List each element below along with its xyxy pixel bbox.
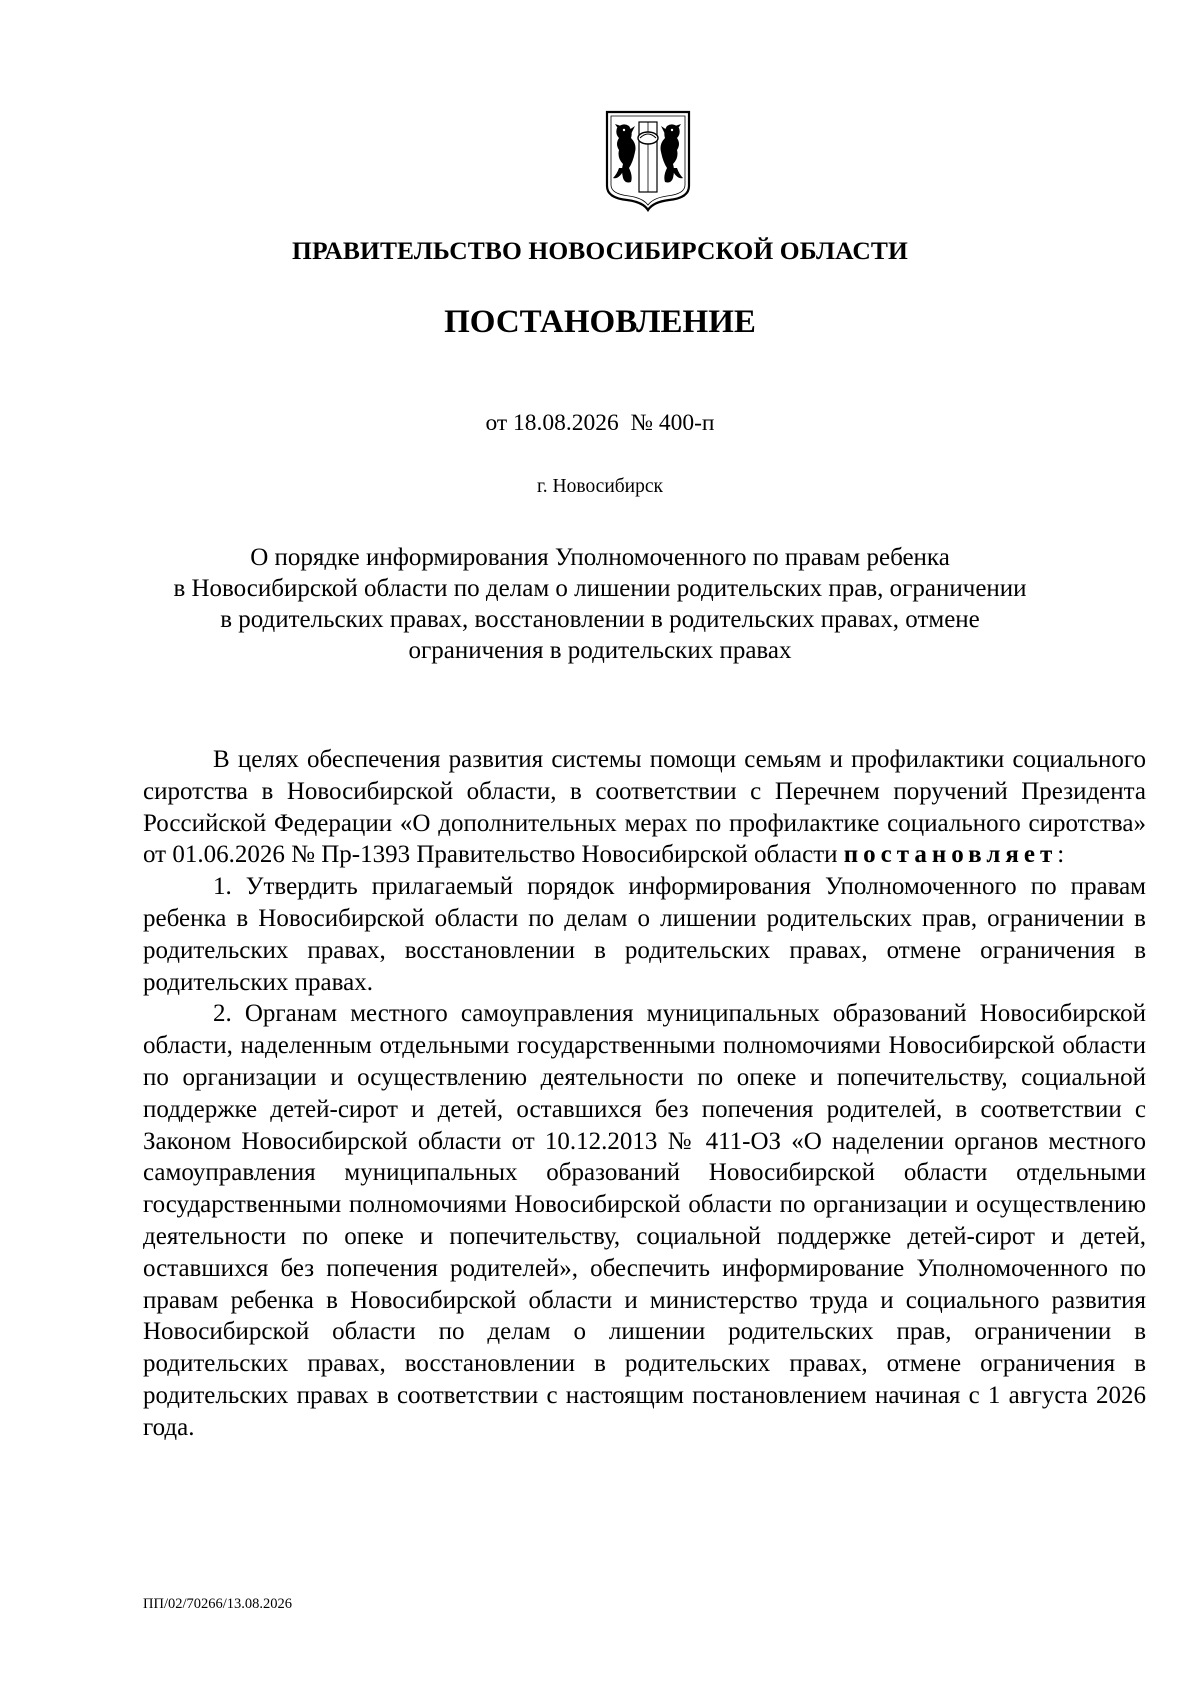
decree-colon: : [1057, 841, 1065, 869]
preamble-text: В целях обеспечения развития системы помощи семьям и профилактики социального сиротства в Новосибирской области, в соответствии с Перечнем поручений Президента Российской Федерации «О дополнительных мерах по профилактике социального сиротства» от 01.06.2026 № Пр-1393 Правительство Новосибирской области [143, 746, 1146, 869]
subject-line: в Новосибирской области по делам о лишении родительских прав, ограничении [173, 575, 1027, 602]
document-body [143, 744, 1146, 1444]
document-subject [120, 542, 1080, 666]
coat-of-arms-icon [603, 108, 693, 212]
decree-word: постановляет [843, 841, 1058, 869]
item-2-paragraph: 2. Органам местного самоуправления муниципальных образований Новосибирской области, наделенным отдельными государственными полномочиями Новосибирской области по организации и осуществлению деятельности по опеке и попечительству, социальной поддержке детей-сирот и детей, оставшихся без попечения родителей, в соответствии с Законом Новосибирской области от 10.12.2013 № 411-ОЗ «О наделении органов местного самоуправления муниципальных образований Новосибирской области отдельными государственными полномочиями Новосибирской области по организации и осуществлению деятельности по опеке и попечительству, социальной поддержке детей-сирот и детей, оставшихся без попечения родителей», обеспечить информирование Уполномоченного по правам ребенка в Новосибирской области и министерство труда и социального развития Новосибирской области по делам о лишении родительских прав, ограничении в родительских правах, восстановлении в родительских правах, отмене ограничения в родительских правах в соответствии с настоящим постановлением начиная с 1 августа 2026 года. [143, 1000, 1146, 1441]
document-type-title: ПОСТАНОВЛЕНИЕ [444, 304, 756, 340]
document-registration-code: ПП/02/70266/13.08.2026 [143, 1596, 293, 1612]
item-1-paragraph: 1. Утвердить прилагаемый порядок информирования Уполномоченного по правам ребенка в Новосибирской области по делам о лишении родительских прав, ограничении в родительских правах, восстановлении в родительских правах, отмене ограничения в родительских правах. [143, 873, 1146, 996]
organization-title: ПРАВИТЕЛЬСТВО НОВОСИБИРСКОЙ ОБЛАСТИ [292, 236, 908, 265]
city-name: г. Новосибирск [536, 476, 664, 497]
date-and-number: от 18.08.2026 № 400-п [485, 410, 715, 436]
subject-line: в родительских правах, восстановлении в родительских правах, отмене [220, 606, 980, 633]
subject-line: О порядке информирования Уполномоченного по правам ребенка [250, 544, 950, 571]
preamble-paragraph [143, 744, 1146, 871]
subject-line: ограничения в родительских правах [408, 637, 792, 664]
